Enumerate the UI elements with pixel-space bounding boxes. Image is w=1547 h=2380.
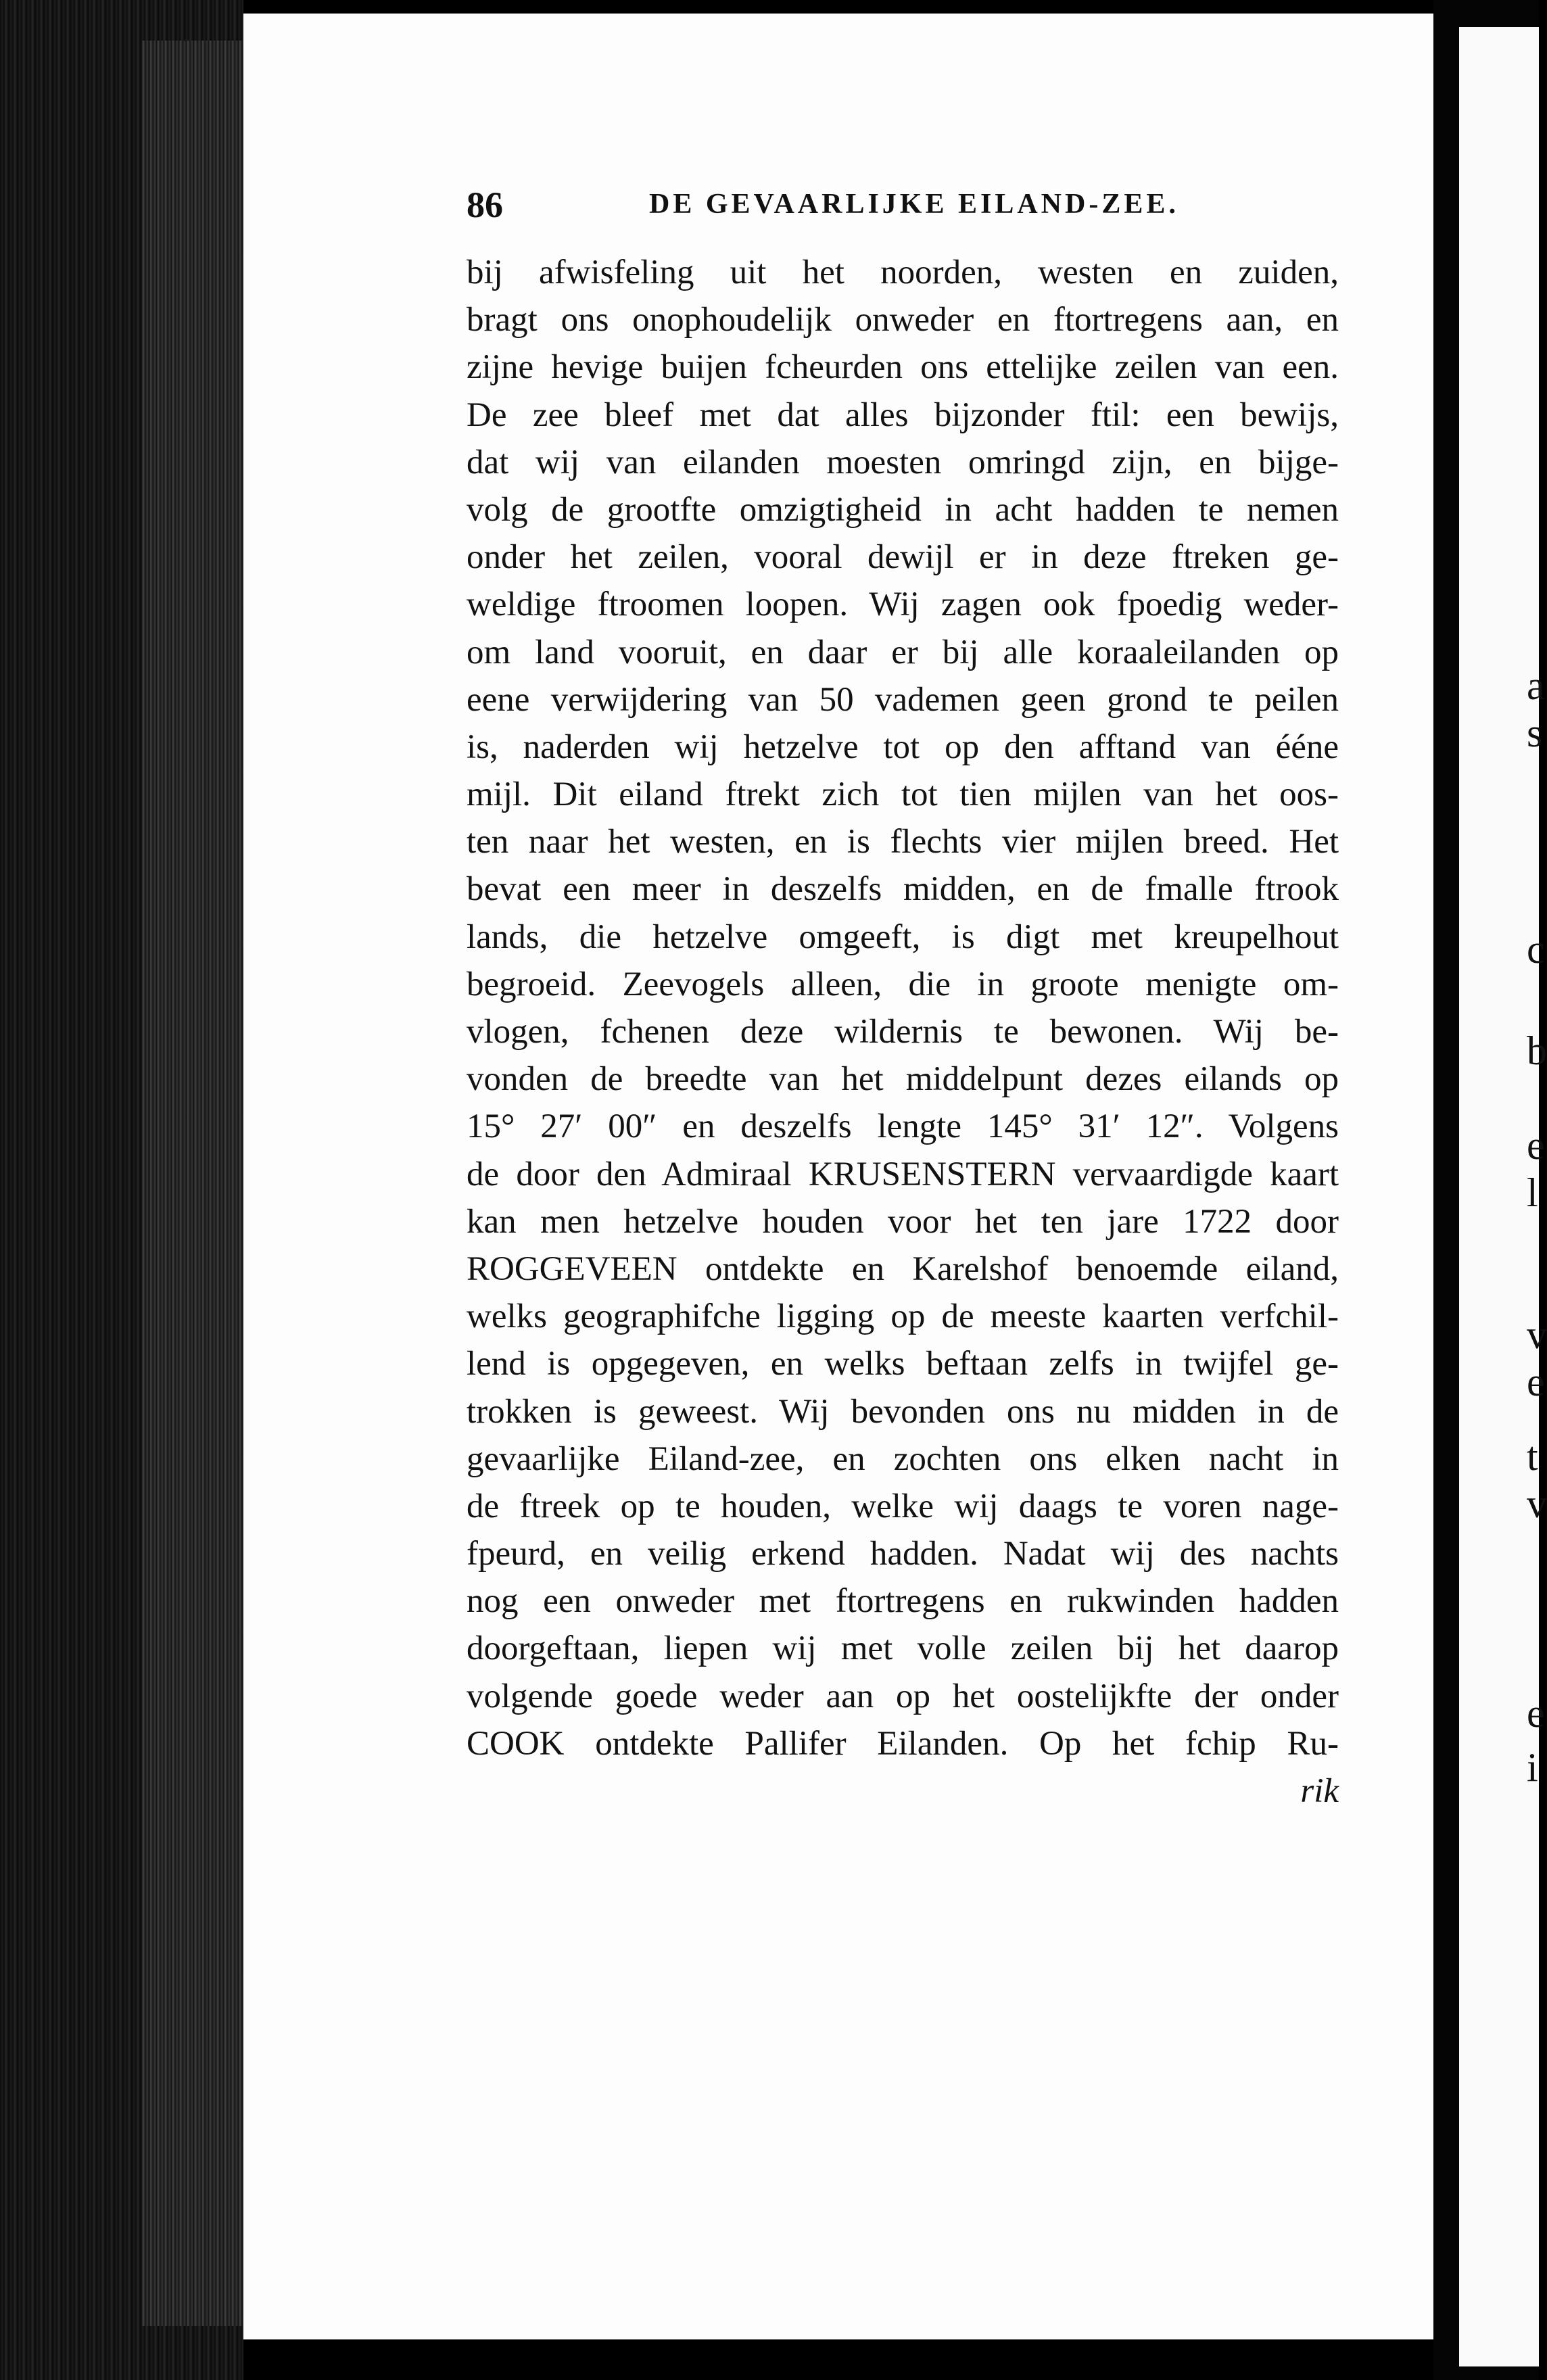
text-line: lands, die hetzelve omgeeft, is digt met kreupelhout [467,918,1339,956]
facing-page-letter: e [1527,1360,1545,1404]
facing-page-letter: e [1527,1691,1545,1736]
facing-page-letter: t [1527,1434,1538,1479]
facing-page-letter: e [1527,1123,1545,1168]
text-line: de ftreek op te houden, welke wij daags te voren nage- [467,1487,1339,1525]
text-line: 15° 27′ 00″ en deszelfs lengte 145° 31′ 12″. Volgens [467,1108,1339,1146]
page-header [467,184,1339,231]
facing-page-letter: s [1527,711,1543,755]
facing-page-letter: i [1527,1745,1538,1790]
facing-page-letter: v [1527,1312,1547,1357]
facing-page-letter: a [1527,663,1545,708]
text-line: gevaarlijke Eiland-zee, en zochten ons elken nacht in [467,1439,1339,1478]
text-line: De zee bleef met dat alles bijzonder ftil: een bewijs, [467,396,1339,434]
text-line: is, naderden wij hetzelve tot op den afftand van ééne [467,728,1339,766]
text-line: vlogen, fchenen deze wildernis te bewonen. Wij be- [467,1013,1339,1051]
text-line: kan men hetzelve houden voor het ten jare 1722 door [467,1202,1339,1241]
running-title: DE GEVAARLIJKE EILAND-ZEE. [649,189,1179,220]
text-line: weldige ftroomen loopen. Wij zagen ook fpoedig weder- [467,586,1339,624]
text-line: doorgeftaan, liepen wij met volle zeilen bij het daarop [467,1629,1339,1668]
text-line: ROGGEVEEN ontdekte en Karelshof benoemde eiland, [467,1250,1339,1288]
text-line: bij afwisfeling uit het noorden, westen en zuiden, [467,254,1339,291]
text-line: onder het zeilen, vooral dewijl er in deze ftreken ge- [467,538,1339,577]
catchword: rik [1300,1772,1339,1810]
facing-page-edge [1459,27,1547,2366]
text-line: vonden de breedte van het middelpunt dezes eilands op [467,1060,1339,1099]
text-line: volgende goede weder aan op het oostelijkfte der onder [467,1677,1339,1715]
facing-page-letter: l [1527,1170,1538,1215]
text-line: fpeurd, en veilig erkend hadden. Nadat wij des nachts [467,1535,1339,1573]
text-line: begroeid. Zeevogels alleen, die in groote menigte om- [467,965,1339,1003]
page-edges [142,41,243,2326]
text-line: mijl. Dit eiland ftrekt zich tot tien mijlen van het oos- [467,776,1339,814]
text-line: bevat een meer in deszelfs midden, en de fmalle ftrook [467,870,1339,909]
text-line: bragt ons onophoudelijk onweder en ftortregens aan, en [467,301,1339,339]
text-line: de door den Admiraal KRUSENSTERN vervaardigde kaart [467,1155,1339,1193]
text-line: volg de grootfte omzigtigheid in acht hadden te nemen [467,490,1339,529]
facing-page-letter: c [1527,927,1545,972]
text-line: dat wij van eilanden moesten omringd zijn, en bijge- [467,443,1339,481]
text-line: trokken is geweest. Wij bevonden ons nu midden in de [467,1392,1339,1431]
body-text [467,249,1339,1815]
facing-page-letter: v [1527,1481,1547,1526]
text-line: zijne hevige buijen fcheurden ons ettelijke zeilen van een. [467,348,1339,387]
text-line: COOK ontdekte Pallifer Eilanden. Op het fchip Ru- [467,1724,1339,1763]
text-line: ten naar het westen, en is flechts vier mijlen breed. Het [467,823,1339,861]
text-line: lend is opgegeven, en welks beftaan zelfs in twijfel ge- [467,1345,1339,1383]
facing-page-letter: b [1527,1028,1547,1073]
text-line: om land vooruit, en daar er bij alle koraaleilanden op [467,633,1339,671]
text-line: nog een onweder met ftortregens en rukwinden hadden [467,1582,1339,1621]
page-number: 86 [467,185,503,225]
text-line: eene verwijdering van 50 vademen geen grond te peilen [467,680,1339,719]
text-line: welks geographifche ligging op de meeste kaarten verfchil- [467,1298,1339,1336]
